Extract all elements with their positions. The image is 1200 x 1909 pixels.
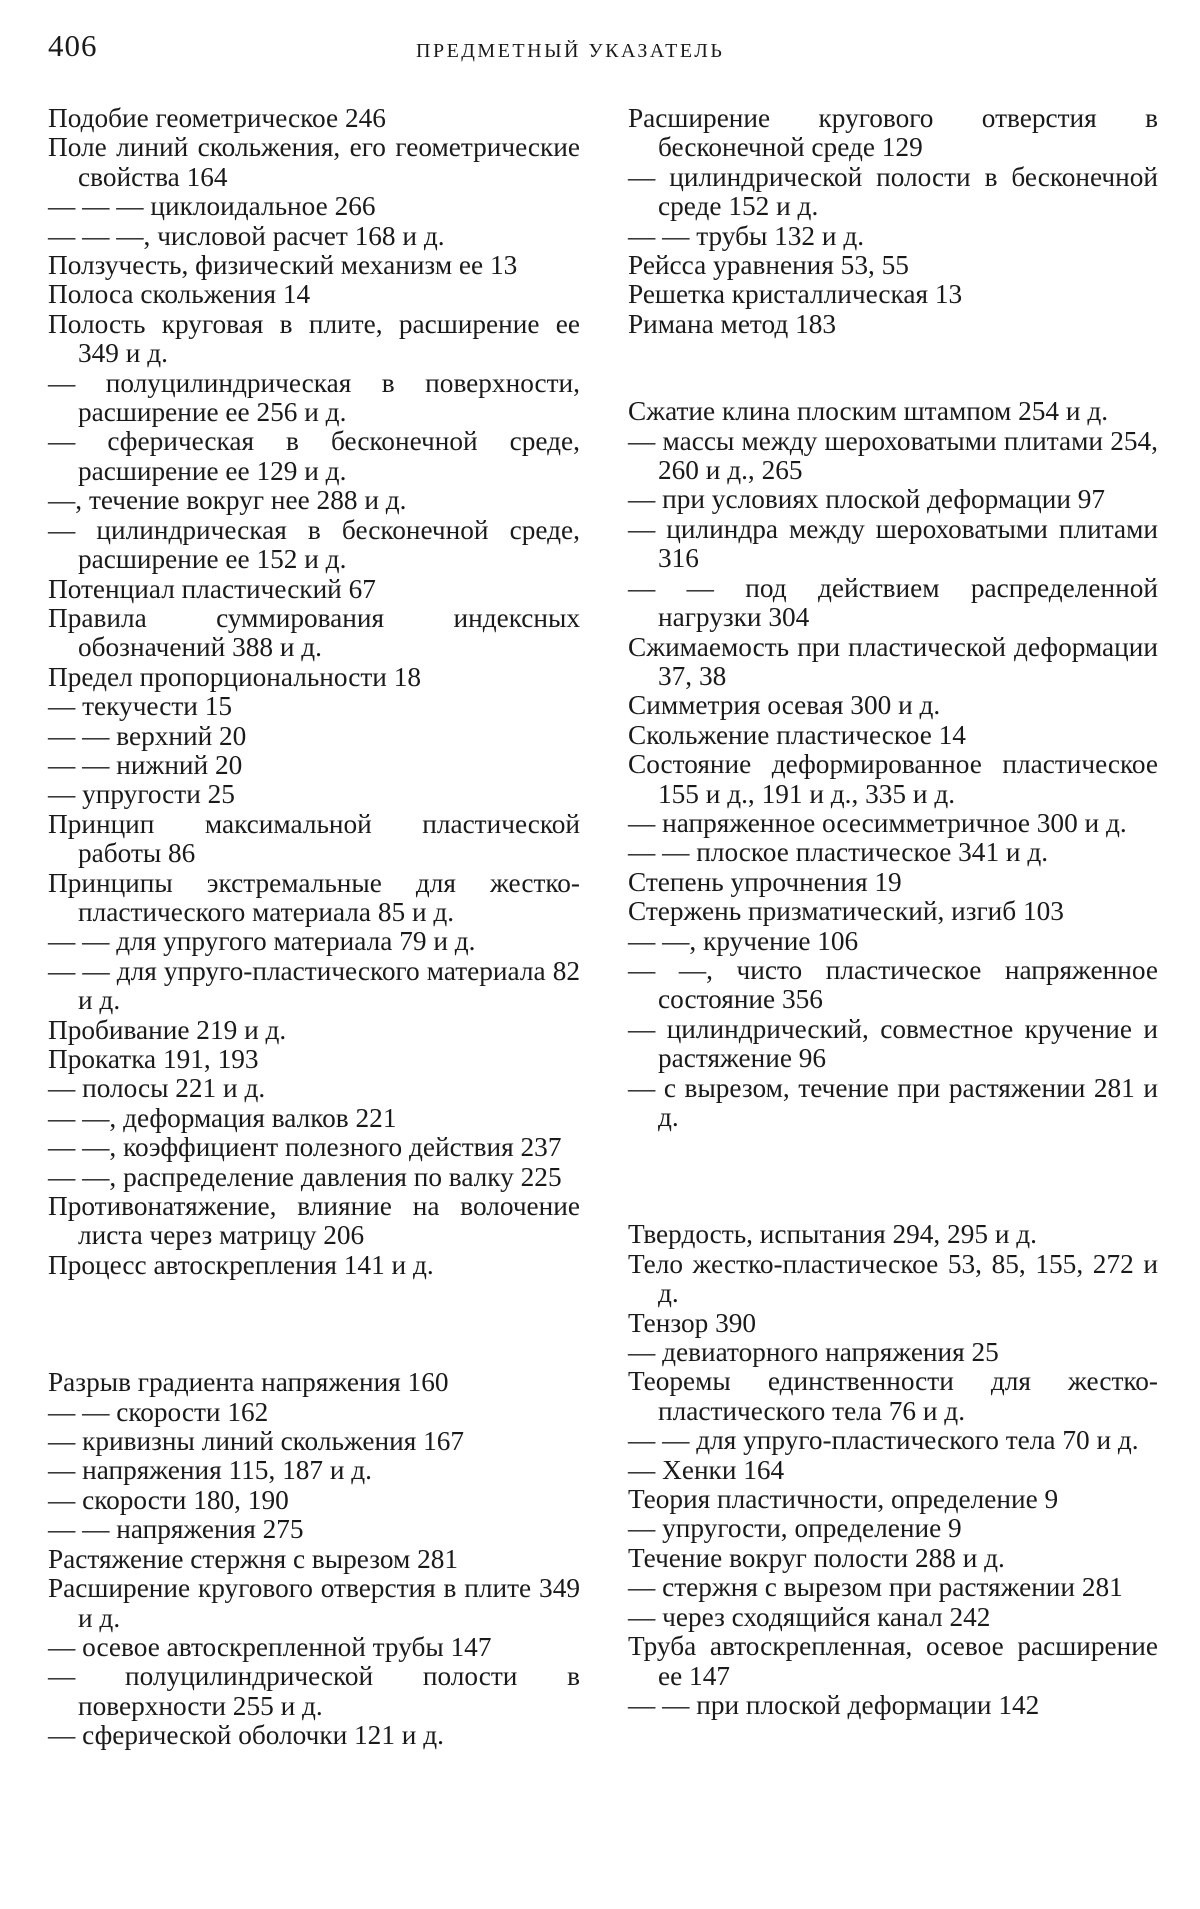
index-entry: — — скорости 162 bbox=[48, 1396, 269, 1427]
index-group-p bbox=[48, 104, 580, 1280]
index-entry: Расширение кругового отверстия в плите 349 и д. bbox=[48, 1573, 580, 1633]
index-entry: — при условиях плоской деформации 97 bbox=[628, 484, 1106, 515]
index-entry: Правила суммирования индексных обозначений 388 и д. bbox=[48, 602, 580, 663]
index-group-t bbox=[628, 1220, 1158, 1720]
index-entry: Полость круговая в плите, расширение ее 349 и д. bbox=[48, 308, 580, 369]
index-entry: — — —, числовой расчет 168 и д. bbox=[48, 220, 445, 251]
index-entry: — цилиндрическая в бесконечной среде, расширение ее 152 и д. bbox=[48, 514, 580, 575]
index-entry: — полосы 221 и д. bbox=[48, 1073, 266, 1104]
index-entry: Состояние деформированное пластическое 155 и д., 191 и д., 335 и д. bbox=[628, 749, 1158, 809]
index-entry: Степень упрочнения 19 bbox=[628, 866, 902, 897]
index-entry: — сферическая в бесконечной среде, расширение ее 129 и д. bbox=[48, 426, 580, 486]
index-entry: — с вырезом, течение при растяжении 281 и д. bbox=[628, 1072, 1158, 1132]
index-entry: — — трубы 132 и д. bbox=[628, 220, 865, 251]
index-entry: — текучести 15 bbox=[48, 691, 232, 722]
index-entry: Разрыв градиента напряжения 160 bbox=[48, 1367, 449, 1398]
index-entry: — упругости, определение 9 bbox=[628, 1513, 962, 1544]
running-title: ПРЕДМЕТНЫЙ УКАЗАТЕЛЬ bbox=[416, 40, 725, 62]
index-entry: Теория пластичности, определение 9 bbox=[628, 1484, 1059, 1515]
index-entry: — — для упруго-пластического тела 70 и д. bbox=[628, 1425, 1139, 1456]
group-spacer bbox=[628, 339, 1158, 397]
index-entry: Ползучесть, физический механизм ее 13 bbox=[48, 250, 518, 281]
index-entry: — напряженное осесимметричное 300 и д. bbox=[628, 807, 1127, 838]
index-entry: — девиаторного напряжения 25 bbox=[628, 1337, 999, 1368]
index-entry: Симметрия осевая 300 и д. bbox=[628, 690, 941, 721]
index-entry: Процесс автоскрепления 141 и д. bbox=[48, 1249, 434, 1280]
index-entry: Твердость, испытания 294, 295 и д. bbox=[628, 1219, 1037, 1250]
index-entry: Расширение кругового отверстия в бесконечной среде 129 bbox=[628, 103, 1158, 163]
index-group-r-continued bbox=[628, 104, 1158, 339]
index-entry: — Хенки 164 bbox=[628, 1454, 785, 1485]
index-entry: — упругости 25 bbox=[48, 779, 235, 810]
page-number: 406 bbox=[48, 28, 98, 63]
index-group-r bbox=[48, 1368, 580, 1750]
index-entry: — —, чисто пластическое напряженное состояние 356 bbox=[628, 954, 1158, 1015]
index-entry: Прокатка 191, 193 bbox=[48, 1044, 259, 1074]
index-entry: Скольжение пластическое 14 bbox=[628, 719, 966, 750]
index-entry: Сжатие клина плоским штампом 254 и д. bbox=[628, 396, 1109, 427]
index-entry: — — под действием распределенной нагрузки 304 bbox=[628, 572, 1158, 633]
index-entry: Принцип максимальной пластической работы 86 bbox=[48, 808, 580, 869]
index-entry: — — для упруго-пластического материала 82 и д. bbox=[48, 955, 580, 1016]
index-entry: — —, деформация валков 221 bbox=[48, 1102, 397, 1133]
index-group-s bbox=[628, 397, 1158, 1132]
index-entry: Теоремы единственности для жестко-пластического тела 76 и д. bbox=[628, 1366, 1158, 1426]
index-entry: Стержень призматический, изгиб 103 bbox=[628, 896, 1064, 927]
index-entry: Труба автоскрепленная, осевое расширение ее 147 bbox=[628, 1631, 1158, 1691]
index-entry: Принципы экстремальные для жестко-пластического материала 85 и д. bbox=[48, 867, 580, 927]
index-entry: — — для упругого материала 79 и д. bbox=[48, 926, 476, 957]
index-entry: — скорости 180, 190 bbox=[48, 1484, 289, 1515]
index-entry: Полоса скольжения 14 bbox=[48, 279, 311, 310]
index-entry: — полуцилиндрическая в поверхности, расширение ее 256 и д. bbox=[48, 367, 580, 428]
index-entry: — массы между шероховатыми плитами 254, 260 и д., 265 bbox=[628, 425, 1158, 486]
index-entry: Решетка кристаллическая 13 bbox=[628, 279, 963, 310]
index-entry: — сферической оболочки 121 и д. bbox=[48, 1720, 444, 1751]
index-entry: — цилиндра между шероховатыми плитами 316 bbox=[628, 513, 1158, 574]
index-entry: Римана метод 183 bbox=[628, 308, 837, 339]
index-entry: Течение вокруг полости 288 и д. bbox=[628, 1542, 1005, 1573]
index-entry: — — напряжения 275 bbox=[48, 1514, 304, 1545]
index-entry: — осевое автоскрепленной трубы 147 bbox=[48, 1631, 492, 1662]
index-entry: Потенциал пластический 67 bbox=[48, 573, 376, 604]
index-entry: Подобие геометрическое 246 bbox=[48, 103, 386, 133]
index-entry: Поле линий скольжения, его геометрические свойства 164 bbox=[48, 132, 580, 192]
index-column-left bbox=[48, 104, 580, 1751]
index-entry: Растяжение стержня с вырезом 281 bbox=[48, 1543, 459, 1574]
index-entry: — цилиндрический, совместное кручение и растяжение 96 bbox=[628, 1013, 1158, 1074]
index-entry: Пробивание 219 и д. bbox=[48, 1014, 287, 1045]
index-column-right bbox=[628, 104, 1158, 1720]
index-entry: — кривизны линий скольжения 167 bbox=[48, 1426, 465, 1457]
index-entry: —, течение вокруг нее 288 и д. bbox=[48, 485, 407, 516]
index-entry: Противонатяжение, влияние на волочение листа через матрицу 206 bbox=[48, 1191, 580, 1251]
index-entry: — —, коэффициент полезного действия 237 bbox=[48, 1132, 562, 1163]
index-entry: Предел пропорциональности 18 bbox=[48, 661, 421, 692]
group-spacer bbox=[48, 1280, 580, 1368]
index-entry: — через сходящийся канал 242 bbox=[628, 1601, 991, 1632]
index-entry: — полуцилиндрической полости в поверхности 255 и д. bbox=[48, 1661, 580, 1721]
index-entry: — цилиндрической полости в бесконечной среде 152 и д. bbox=[628, 161, 1158, 222]
index-entry: — —, распределение давления по валку 225 bbox=[48, 1161, 562, 1192]
index-entry: — — верхний 20 bbox=[48, 720, 247, 751]
index-entry: — стержня с вырезом при растяжении 281 bbox=[628, 1572, 1123, 1603]
index-entry: Сжимаемость при пластической деформации 37, 38 bbox=[628, 631, 1158, 691]
index-entry: Тензор 390 bbox=[628, 1307, 757, 1338]
index-entry: — напряжения 115, 187 и д. bbox=[48, 1455, 373, 1486]
index-entry: — — плоское пластическое 341 и д. bbox=[628, 837, 1049, 868]
index-entry: — — при плоской деформации 142 bbox=[628, 1689, 1040, 1720]
group-spacer bbox=[628, 1132, 1158, 1220]
index-entry: — — нижний 20 bbox=[48, 749, 243, 780]
index-entry: — — — циклоидальное 266 bbox=[48, 191, 376, 222]
index-entry: — —, кручение 106 bbox=[628, 925, 859, 956]
index-entry: Тело жестко-пластическое 53, 85, 155, 272 и д. bbox=[628, 1248, 1158, 1309]
index-entry: Рейсса уравнения 53, 55 bbox=[628, 250, 909, 281]
